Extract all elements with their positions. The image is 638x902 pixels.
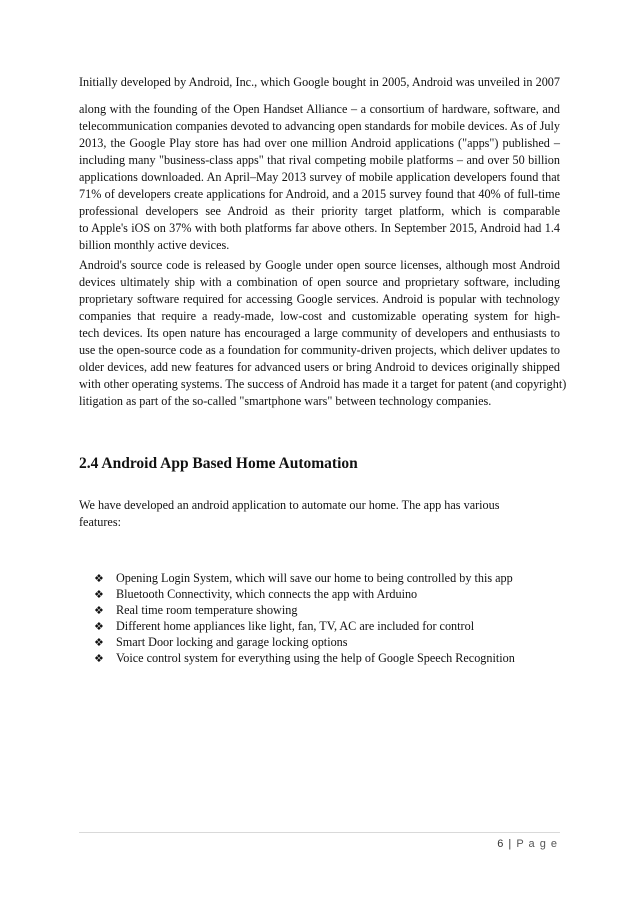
list-item-text: Voice control system for everything using the help of Google Speech Recognition [116, 651, 515, 665]
text-line: 2013, the Google Play store has had over one million Android applications ("apps") published – [79, 136, 560, 150]
text-line: billion monthly active devices. [79, 238, 230, 252]
list-item-text: Different home appliances like light, fan, TV, AC are included for control [116, 619, 475, 633]
text-line: companies that require a ready-made, low-cost and customizable operating system for high- [79, 309, 560, 323]
list-item-text: Smart Door locking and garage locking options [116, 635, 348, 649]
diamond-bullet-icon: ❖ [94, 652, 104, 665]
page-number: 6 [497, 838, 504, 850]
list-item [94, 634, 348, 651]
text-line: with other operating systems. The success of Android has made it a target for patent (and copyright) [79, 377, 567, 391]
diamond-bullet-icon: ❖ [94, 604, 104, 617]
text-line: professional developers see Android as their priority target platform, which is comparable [79, 204, 560, 218]
list-item [94, 618, 474, 635]
footer-divider [79, 832, 560, 833]
text-line: including many "business-class apps" that rival competing mobile platforms – and over 50 billion [79, 153, 560, 167]
text-line: Android's source code is released by Google under open source licenses, although most Android [79, 258, 560, 272]
text-line: use the open-source code as a foundation for community-driven projects, which deliver updates to [79, 343, 560, 357]
text-line: Initially developed by Android, Inc., which Google bought in 2005, Android was unveiled in 2007 [79, 75, 560, 89]
list-item-text: Bluetooth Connectivity, which connects the app with Arduino [116, 587, 418, 601]
text-line: 71% of developers create applications for Android, and a 2015 survey found that 40% of full-time [79, 187, 560, 201]
text-line: applications downloaded. An April–May 2013 survey of mobile application developers found that [79, 170, 560, 184]
diamond-bullet-icon: ❖ [94, 620, 104, 633]
page-label: P a g e [516, 838, 558, 850]
text-line: along with the founding of the Open Handset Alliance – a consortium of hardware, software, and [79, 102, 560, 116]
diamond-bullet-icon: ❖ [94, 636, 104, 649]
list-item-text: Real time room temperature showing [116, 603, 298, 617]
section-heading: 2.4 Android App Based Home Automation [79, 455, 358, 472]
text-line: to Apple's iOS on 37% with both platforms far above others. In September 2015, Android had 1.4 [79, 221, 560, 235]
text-line: litigation as part of the so-called "smartphone wars" between technology companies. [79, 394, 492, 408]
text-line: We have developed an android application to automate our home. The app has various [79, 498, 500, 512]
list-item [94, 650, 515, 667]
footer-separator: | [508, 838, 512, 850]
text-line: features: [79, 515, 121, 529]
diamond-bullet-icon: ❖ [94, 588, 104, 601]
text-line: devices ultimately ship with a combination of open source and proprietary software, including [79, 275, 560, 289]
list-item [94, 570, 513, 587]
list-item-text: Opening Login System, which will save our home to being controlled by this app [116, 571, 513, 585]
list-item [94, 602, 297, 619]
list-item [94, 586, 417, 603]
text-line: tech devices. Its open nature has encouraged a large community of developers and enthusiasts to [79, 326, 560, 340]
text-line: telecommunication companies devoted to advancing open standards for mobile devices. As of July [79, 119, 560, 133]
text-line: proprietary software required for accessing Google services. Android is popular with technology [79, 292, 560, 306]
diamond-bullet-icon: ❖ [94, 572, 104, 585]
text-line: older devices, add new features for advanced users or bring Android to devices originally shipped [79, 360, 560, 374]
page-footer [497, 838, 558, 850]
